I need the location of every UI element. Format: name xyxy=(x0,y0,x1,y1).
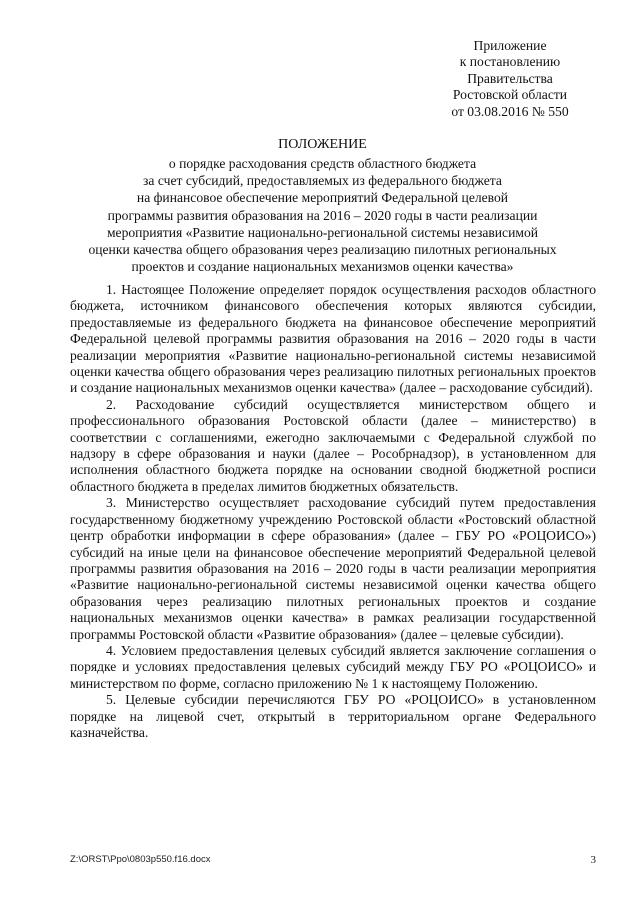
paragraph-4: 4. Условием предоставления целевых субсидий является заключение соглашения о порядке и условиях предоставления целевых субсидий между ГБУ РО «РОЦОИСО» и министерством по форме, согласно приложению № 1 к настоящему Положению. xyxy=(70,642,596,691)
document-body xyxy=(70,282,596,741)
subtitle-line: оценки качества общего образования через реализацию пилотных региональных xyxy=(88,242,557,258)
paragraph-3: 3. Министерство осуществляет расходование субсидий путем предоставления государственному бюджетному учреждению Ростовской области «Ростовский областной центр обработки информации в сфере образования» (далее – ГБУ РО «РОЦОИСО») субсидий на иные цели на финансовое обеспечение мероприятий Федеральной целевой программы развития образования на 2016 – 2020 годы в части реализации мероприятия «Развитие национально-региональной системы независимой оценки качества общего образования через реализацию пилотных региональных проектов и создание национальных механизмов оценки качества» в рамках реализации государственной программы Ростовской области «Развитие образования» (далее – целевые субсидии). xyxy=(70,495,596,642)
appendix-line: Приложение xyxy=(473,38,547,53)
subtitle-line: о порядке расходования средств областного бюджета xyxy=(168,156,477,171)
footer-page-number: 3 xyxy=(590,854,596,866)
subtitle-line: мероприятия «Развитие национально-региональной системы независимой xyxy=(106,224,539,240)
paragraph-1: 1. Настоящее Положение определяет порядок осуществления расходов областного бюджета, источником финансового обеспечения которых являются субсидии, предоставляемые из федерального бюджета на финансовое обеспечение мероприятий Федеральной целевой программы развития образования на 2016 – 2020 годы в части реализации мероприятия «Развитие национально-региональной системы независимой оценки качества общего образования через реализацию пилотных региональных проектов и создание национальных механизмов оценки качества» (далее – расходование субсидий). xyxy=(70,282,596,396)
appendix-line: от 03.08.2016 № 550 xyxy=(451,103,569,119)
paragraph-5: 5. Целевые субсидии перечисляются ГБУ РО «РОЦОИСО» в установленном порядке на лицевой счет, открытый в территориальном органе Федерального казначейства. xyxy=(70,692,596,740)
appendix-line: Правительства xyxy=(467,70,553,86)
document-title: ПОЛОЖЕНИЕ xyxy=(278,137,367,152)
heading-block xyxy=(60,136,585,275)
subtitle-line: программы развития образования на 2016 – 2020 годы в части реализации xyxy=(107,207,538,223)
appendix-line: Ростовской области xyxy=(452,87,568,103)
footer-file-path: Z:\ORST\Ppo\0803p550.f16.docx xyxy=(70,854,211,865)
appendix-block xyxy=(400,38,620,120)
subtitle-line: на финансовое обеспечение мероприятий Федеральной целевой xyxy=(136,190,509,206)
subtitle-line: проектов и создание национальных механизмов оценки качества» xyxy=(131,259,514,275)
document-subtitle xyxy=(60,155,585,275)
paragraph-2: 2. Расходование субсидий осуществляется министерством общего и профессионального образования Ростовской области (далее – министерство) в соответствии с соглашениями, ежегодно заключаемыми с Федеральной службой по надзору в сфере образования и науки (далее – Рособрнадзор), в установленном для исполнения областного бюджета порядке на основании сводной бюджетной росписи областного бюджета в пределах лимитов бюджетных обязательств. xyxy=(70,396,596,494)
subtitle-line: за счет субсидий, предоставляемых из федерального бюджета xyxy=(143,173,502,189)
appendix-line: к постановлению xyxy=(459,54,561,70)
